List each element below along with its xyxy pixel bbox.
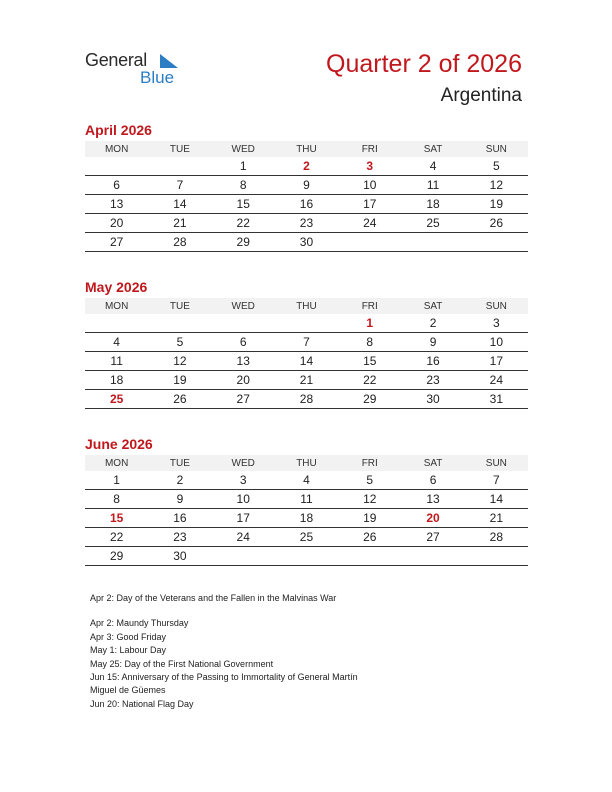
empty-day-cell xyxy=(148,157,211,176)
day-cell: 16 xyxy=(401,352,464,371)
day-cell: 22 xyxy=(212,214,275,233)
day-cell: 12 xyxy=(465,176,528,195)
day-cell: 25 xyxy=(275,528,338,547)
day-cell: 30 xyxy=(148,547,211,566)
day-cell: 28 xyxy=(148,233,211,252)
holiday-note: Miguel de Güemes xyxy=(90,685,166,696)
weekday-header: FRI xyxy=(338,298,401,314)
day-cell: 20 xyxy=(212,371,275,390)
day-cell: 9 xyxy=(401,333,464,352)
day-cell: 21 xyxy=(465,509,528,528)
week-row xyxy=(85,176,528,195)
notes-spacer xyxy=(90,605,530,617)
week-row xyxy=(85,314,528,333)
day-cell: 19 xyxy=(338,509,401,528)
day-cell: 18 xyxy=(275,509,338,528)
day-cell: 22 xyxy=(85,528,148,547)
quarter-title: Quarter 2 of 2026 xyxy=(326,50,522,78)
day-cell: 14 xyxy=(465,490,528,509)
month-april xyxy=(85,122,528,252)
day-cell: 17 xyxy=(338,195,401,214)
day-cell: 30 xyxy=(401,390,464,409)
month-title: June 2026 xyxy=(85,436,153,452)
day-cell: 11 xyxy=(275,490,338,509)
week-row xyxy=(85,528,528,547)
day-cell: 16 xyxy=(275,195,338,214)
calendar-grid xyxy=(85,141,528,252)
day-cell: 4 xyxy=(85,333,148,352)
weekday-header: THU xyxy=(275,455,338,471)
day-cell: 7 xyxy=(148,176,211,195)
holiday-note: May 25: Day of the First National Government xyxy=(90,658,274,669)
holiday-day-cell: 1 xyxy=(338,314,401,333)
day-cell: 26 xyxy=(465,214,528,233)
day-cell: 25 xyxy=(401,214,464,233)
week-row xyxy=(85,333,528,352)
day-cell: 3 xyxy=(465,314,528,333)
day-cell: 30 xyxy=(275,233,338,252)
holiday-day-cell: 15 xyxy=(85,509,148,528)
day-cell: 23 xyxy=(401,371,464,390)
day-cell: 15 xyxy=(338,352,401,371)
weekday-header: MON xyxy=(85,141,148,157)
weekday-header: MON xyxy=(85,298,148,314)
day-cell: 9 xyxy=(275,176,338,195)
day-cell: 4 xyxy=(401,157,464,176)
week-row xyxy=(85,490,528,509)
day-cell: 11 xyxy=(85,352,148,371)
weekday-header: SAT xyxy=(401,141,464,157)
day-cell: 24 xyxy=(212,528,275,547)
weekday-header-row xyxy=(85,141,528,157)
day-cell: 27 xyxy=(401,528,464,547)
holiday-note: Apr 2: Day of the Veterans and the Fallen in the Malvinas War xyxy=(90,593,337,603)
day-cell: 13 xyxy=(212,352,275,371)
day-cell: 9 xyxy=(148,490,211,509)
weekday-header: WED xyxy=(212,455,275,471)
empty-day-cell xyxy=(85,157,148,176)
week-row xyxy=(85,195,528,214)
day-cell: 22 xyxy=(338,371,401,390)
day-cell: 10 xyxy=(212,490,275,509)
day-cell: 6 xyxy=(85,176,148,195)
weekday-header: FRI xyxy=(338,141,401,157)
day-cell: 18 xyxy=(85,371,148,390)
weekday-header: SUN xyxy=(465,298,528,314)
day-cell: 21 xyxy=(275,371,338,390)
empty-day-cell xyxy=(275,547,338,566)
day-cell: 24 xyxy=(338,214,401,233)
day-cell: 12 xyxy=(148,352,211,371)
weekday-header: THU xyxy=(275,141,338,157)
brand-logo xyxy=(85,50,195,90)
month-june xyxy=(85,436,528,566)
week-row xyxy=(85,547,528,566)
week-row xyxy=(85,471,528,490)
week-row xyxy=(85,233,528,252)
weekday-header: WED xyxy=(212,298,275,314)
holiday-day-cell: 25 xyxy=(85,390,148,409)
day-cell: 14 xyxy=(275,352,338,371)
month-may xyxy=(85,279,528,409)
day-cell: 29 xyxy=(338,390,401,409)
weekday-header: FRI xyxy=(338,455,401,471)
empty-day-cell xyxy=(338,233,401,252)
month-title: April 2026 xyxy=(85,122,152,138)
holiday-note: Apr 2: Maundy Thursday xyxy=(90,618,189,629)
empty-day-cell xyxy=(212,547,275,566)
day-cell: 18 xyxy=(401,195,464,214)
day-cell: 26 xyxy=(148,390,211,409)
day-cell: 1 xyxy=(85,471,148,490)
weekday-header: SUN xyxy=(465,141,528,157)
day-cell: 27 xyxy=(212,390,275,409)
day-cell: 23 xyxy=(148,528,211,547)
empty-day-cell xyxy=(465,233,528,252)
weekday-header: TUE xyxy=(148,455,211,471)
month-title: May 2026 xyxy=(85,279,148,295)
day-cell: 20 xyxy=(85,214,148,233)
day-cell: 5 xyxy=(338,471,401,490)
day-cell: 13 xyxy=(401,490,464,509)
day-cell: 16 xyxy=(148,509,211,528)
empty-day-cell xyxy=(275,314,338,333)
week-row xyxy=(85,509,528,528)
day-cell: 29 xyxy=(85,547,148,566)
weekday-header-row xyxy=(85,455,528,471)
empty-day-cell xyxy=(338,547,401,566)
day-cell: 10 xyxy=(465,333,528,352)
week-row xyxy=(85,352,528,371)
weekday-header: MON xyxy=(85,455,148,471)
day-cell: 8 xyxy=(85,490,148,509)
day-cell: 28 xyxy=(465,528,528,547)
weekday-header: TUE xyxy=(148,141,211,157)
holiday-note: Jun 15: Anniversary of the Passing to Immortality of General Martín xyxy=(90,671,358,682)
week-row xyxy=(85,214,528,233)
weekday-header: TUE xyxy=(148,298,211,314)
day-cell: 6 xyxy=(212,333,275,352)
day-cell: 31 xyxy=(465,390,528,409)
brand-name-blue: Blue xyxy=(140,68,175,87)
day-cell: 12 xyxy=(338,490,401,509)
day-cell: 8 xyxy=(212,176,275,195)
day-cell: 10 xyxy=(338,176,401,195)
country-name: Argentina xyxy=(440,85,522,106)
week-row xyxy=(85,157,528,176)
day-cell: 7 xyxy=(465,471,528,490)
empty-day-cell xyxy=(465,547,528,566)
day-cell: 2 xyxy=(148,471,211,490)
calendar-grid xyxy=(85,455,528,566)
holiday-day-cell: 3 xyxy=(338,157,401,176)
weekday-header: SUN xyxy=(465,455,528,471)
day-cell: 17 xyxy=(212,509,275,528)
holiday-note: May 1: Labour Day xyxy=(90,645,167,656)
weekday-header: SAT xyxy=(401,455,464,471)
day-cell: 23 xyxy=(275,214,338,233)
day-cell: 19 xyxy=(148,371,211,390)
day-cell: 3 xyxy=(212,471,275,490)
calendar-grid xyxy=(85,298,528,409)
weekday-header: WED xyxy=(212,141,275,157)
day-cell: 1 xyxy=(212,157,275,176)
day-cell: 6 xyxy=(401,471,464,490)
day-cell: 28 xyxy=(275,390,338,409)
weekday-header: THU xyxy=(275,298,338,314)
empty-day-cell xyxy=(148,314,211,333)
day-cell: 11 xyxy=(401,176,464,195)
day-cell: 27 xyxy=(85,233,148,252)
weekday-header-row xyxy=(85,298,528,314)
day-cell: 13 xyxy=(85,195,148,214)
brand-name-general: General xyxy=(85,50,147,70)
day-cell: 15 xyxy=(212,195,275,214)
week-row xyxy=(85,371,528,390)
day-cell: 7 xyxy=(275,333,338,352)
day-cell: 8 xyxy=(338,333,401,352)
weekday-header: SAT xyxy=(401,298,464,314)
holiday-day-cell: 20 xyxy=(401,509,464,528)
empty-day-cell xyxy=(85,314,148,333)
day-cell: 19 xyxy=(465,195,528,214)
week-row xyxy=(85,390,528,409)
empty-day-cell xyxy=(401,547,464,566)
day-cell: 24 xyxy=(465,371,528,390)
day-cell: 29 xyxy=(212,233,275,252)
holiday-notes xyxy=(90,592,530,711)
day-cell: 5 xyxy=(465,157,528,176)
day-cell: 26 xyxy=(338,528,401,547)
day-cell: 5 xyxy=(148,333,211,352)
empty-day-cell xyxy=(212,314,275,333)
holiday-note: Apr 3: Good Friday xyxy=(90,631,167,642)
day-cell: 17 xyxy=(465,352,528,371)
empty-day-cell xyxy=(401,233,464,252)
day-cell: 21 xyxy=(148,214,211,233)
holiday-day-cell: 2 xyxy=(275,157,338,176)
day-cell: 2 xyxy=(401,314,464,333)
holiday-note: Jun 20: National Flag Day xyxy=(90,698,194,709)
day-cell: 4 xyxy=(275,471,338,490)
day-cell: 14 xyxy=(148,195,211,214)
